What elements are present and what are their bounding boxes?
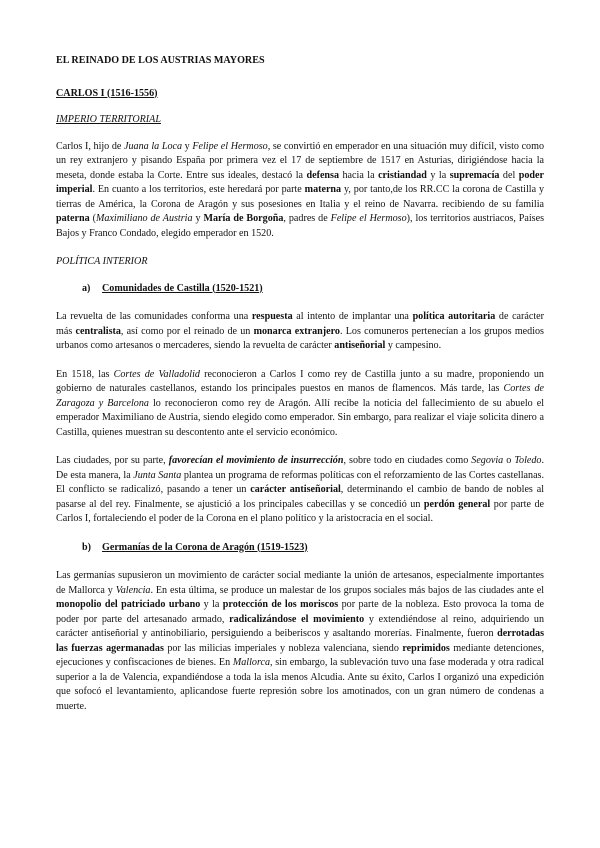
document-page [56,54,544,728]
paragraph-comunidades-3: Las ciudades, por su parte, favorecían el movimiento de insurrección, sobre todo en ciudades como Segovia o Toledo. De esta manera, la Junta Santa plantea un programa de reformas políticas con el reforzamiento de las Cortes castellanas. El conflicto se radicalizó, pasando a tener un carácter antiseñorial, determinando el cambio de bando de nobles al pasarse al del rey. Finalmente, se ajustició a los principales cabecillas y se concedió un perdón general por parte de Carlos I, fortaleciendo el poder de la Corona en el plano político y la aristocracia en el social. [56,455,545,524]
paragraph-germanias: Las germanías supusieron un movimiento de carácter social mediante la unión de artesanos, especialmente importantes de Mallorca y Valencia. En esta última, se produce un malestar de los grupos sociales más bajos de las ciudades ante el monopolio del patriciado urbano y la protección de los moriscos por parte de la nobleza. Esto provoca la toma de poder por parte del artesanado armado, radicalizándose el movimiento y extendiéndose al reino, adquiriendo un carácter antiseñorial y antinobiliario, persiguiendo a beiberiscos y asaltando morerías. Finalmente, fueron derrotadas las fuerzas agermanadas por las milicias imperiales y nobleza valenciana, siendo reprimidos mediante detenciones, ejecuciones y confiscaciones de bienes. En Mallorca, sin embargo, la sublevación tuvo una fase moderada y otra radical superior a la de Valencia, expandiéndose a toda la isla menos Alcudia. Ante su éxito, Carlos I organizó una expedición que sofocó el levantamiento, aplicandose fuerte represión sobre los amotinados, con un gran número de condenas a muerte. [56,570,545,712]
section-heading-politica: POLÍTICA INTERIOR [56,256,148,267]
paragraph-comunidades-2: En 1518, las Cortes de Valladolid reconocieron a Carlos I como rey de Castilla junto a su madre, proponiendo un gobierno de naturales castellanos, estando los principales puestos en manos de flamencos. Más tarde, las Cortes de Zaragoza y Barcelona lo reconocieron como rey de Aragón. Allí recibe la noticia del fallecimiento de su abuelo el emperador Maximiliano de Austria, siendo elegido como emperador. Sin embargo, para realizar el viaje solicita dinero a Castilla, quienes muestran su descontento ante el servicio económico. [56,368,544,438]
document-title: EL REINADO DE LOS AUSTRIAS MAYORES [56,55,265,66]
section-heading-imperio: IMPERIO TERRITORIAL [56,114,161,125]
subsection-heading-comunidades: a) Comunidades de Castilla (1520-1521) [82,282,263,294]
subsection-heading-germanias: b) Germanías de la Corona de Aragón (1519-1523) [82,541,308,553]
reign-heading: CARLOS I (1516-1556) [56,87,158,99]
paragraph-imperio: Carlos I, hijo de Juana la Loca y Felipe el Hermoso, se convirtió en emperador en una situación muy difícil, visto como un rey extranjero y pisando España por primera vez el 17 de septiembre de 1517 en Asturias, dirigiéndose hacia la meseta, donde estaba la Corte. Entre sus ideales, destacó la defensa hacia la cristiandad y la supremacía del poder imperial. En cuanto a los territorios, este heredará por parte materna y, por tanto,de los RR.CC la corona de Castilla y tierras de América, la Corona de Aragón y sus posesiones en Italia y el reino de Navarra. recibiendo de su familia paterna (Maximiliano de Austria y María de Borgoña, padres de Felipe el Hermoso), los territorios austriacos, Países Bajos y Franco Condado, elegido emperador en 1520. [56,140,545,239]
paragraph-comunidades-1: La revuelta de las comunidades conforma una respuesta al intento de implantar una política autoritaria de carácter más centralista, así como por el reinado de un monarca extranjero. Los comuneros pertenecían a los grupos medios urbanos como artesanos o mercaderes, siendo la revuelta de carácter antiseñorial y campesino. [56,311,544,351]
